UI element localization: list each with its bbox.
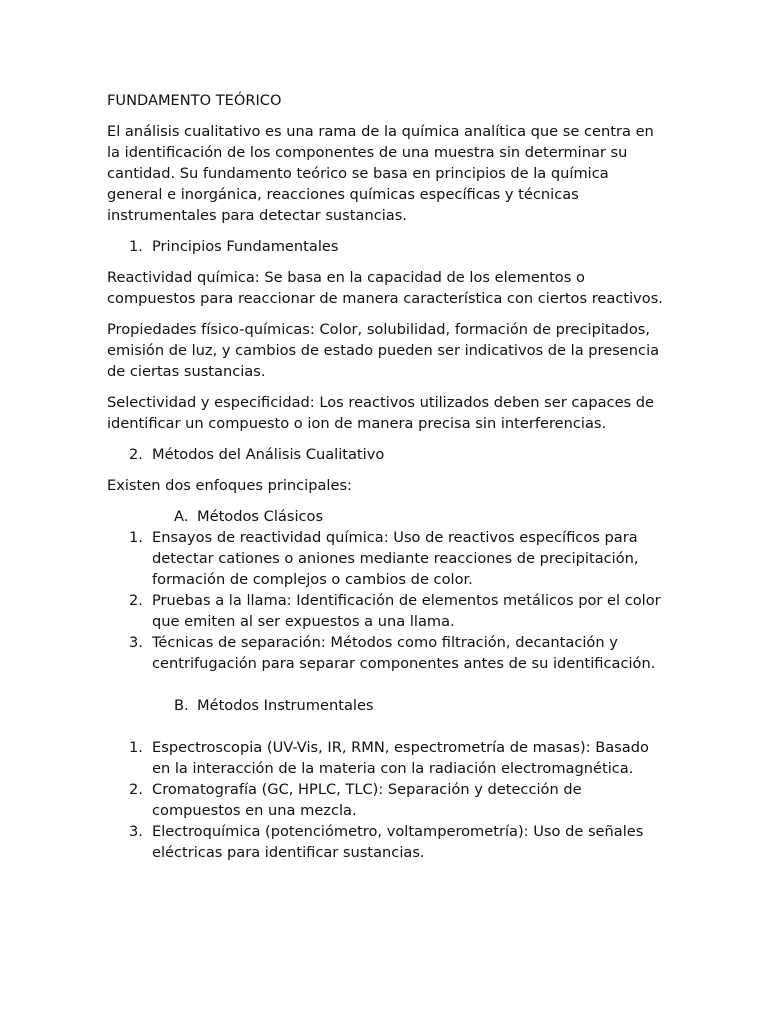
- list-item-text: Pruebas a la llama: Identificación de elementos metálicos por el color que emiten al ser expuestos a una llama.: [152, 592, 661, 630]
- list-item-number: 3.: [129, 823, 143, 840]
- list-item: [107, 821, 667, 863]
- list-item-number: 1.: [129, 739, 143, 756]
- list-item-text: Ensayos de reactividad química: Uso de reactivos específicos para detectar cationes o aniones mediante reacciones de precipitación, formación de complejos o cambios de color.: [152, 529, 639, 588]
- document-title: FUNDAMENTO TEÓRICO: [107, 92, 282, 109]
- section-number: 1.: [129, 238, 143, 255]
- list-item-number: 2.: [129, 781, 143, 798]
- section-number: 2.: [129, 446, 143, 463]
- list-item: [107, 632, 667, 674]
- list-item: [107, 779, 667, 821]
- list-item-number: 2.: [129, 592, 143, 609]
- section-2-heading: [107, 444, 667, 465]
- list-item-text: Espectroscopia (UV-Vis, IR, RMN, espectrometría de masas): Basado en la interacción de la materia con la radiación electromagnética.: [152, 739, 649, 777]
- list-item: [107, 737, 667, 779]
- subsection-letter: A.: [174, 508, 189, 525]
- document-body: [107, 90, 667, 863]
- paragraph-selectividad: Selectividad y especificidad: Los reactivos utilizados deben ser capaces de identificar un compuesto o ion de manera precisa sin interferencias.: [107, 394, 655, 432]
- list-item-number: 1.: [129, 529, 143, 546]
- instrumental-methods-list: [107, 737, 667, 863]
- section-heading-text: Principios Fundamentales: [152, 238, 339, 255]
- section-heading-text: Métodos del Análisis Cualitativo: [152, 446, 385, 463]
- spacer: [107, 716, 667, 737]
- subsection-letter: B.: [174, 697, 189, 714]
- list-item-text: Cromatografía (GC, HPLC, TLC): Separación y detección de compuestos en una mezcla.: [152, 781, 582, 819]
- list-item-text: Electroquímica (potenciómetro, voltamperometría): Uso de señales eléctricas para identificar sustancias.: [152, 823, 644, 861]
- spacer: [107, 674, 667, 695]
- list-item-text: Técnicas de separación: Métodos como filtración, decantación y centrifugación para separar componentes antes de su identificación.: [152, 634, 656, 672]
- section-2-intro: Existen dos enfoques principales:: [107, 477, 352, 494]
- list-item: [107, 527, 667, 590]
- subsection-b-heading: [107, 695, 667, 716]
- subsection-heading-text: Métodos Clásicos: [197, 508, 324, 525]
- classic-methods-list: [107, 527, 667, 674]
- subsection-heading-text: Métodos Instrumentales: [197, 697, 374, 714]
- paragraph-reactividad: Reactividad química: Se basa en la capacidad de los elementos o compuestos para reaccionar de manera característica con ciertos reactivos.: [107, 269, 663, 307]
- section-1-heading: [107, 236, 667, 257]
- list-item-number: 3.: [129, 634, 143, 651]
- subsection-a-heading: [107, 506, 667, 527]
- list-item: [107, 590, 667, 632]
- paragraph-propiedades: Propiedades físico-químicas: Color, solubilidad, formación de precipitados, emisión de luz, y cambios de estado pueden ser indicativos de la presencia de ciertas sustancias.: [107, 321, 660, 380]
- intro-paragraph: El análisis cualitativo es una rama de la química analítica que se centra en la identificación de los componentes de una muestra sin determinar su cantidad. Su fundamento teórico se basa en principios de la química general e inorgánica, reacciones químicas específicas y técnicas instrumentales para detectar sustancias.: [107, 123, 654, 224]
